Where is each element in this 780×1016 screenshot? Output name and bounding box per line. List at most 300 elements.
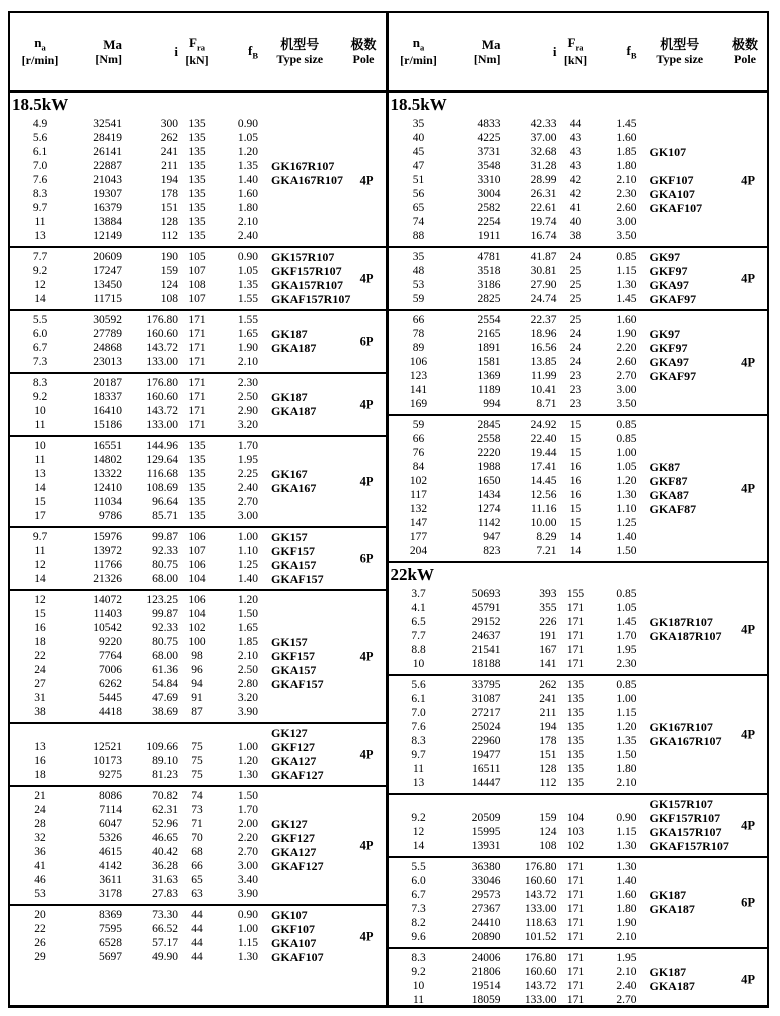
table-row [389, 327, 768, 341]
cell-type-size: GKF127 [271, 740, 315, 754]
cell-service-factor: 2.10 [616, 777, 637, 789]
cell-torque: 9275 [99, 769, 122, 781]
cell-ratio: 8.29 [536, 531, 557, 543]
table-row [10, 950, 386, 964]
cell-speed: 65 [412, 202, 425, 214]
cell-type-size: GK107 [271, 908, 308, 922]
cell-speed: 38 [34, 706, 46, 718]
cell-service-factor: 3.50 [616, 398, 637, 410]
table-row [10, 390, 386, 404]
cell-radial-force: 135 [566, 679, 585, 691]
cell-type-size: GK167R107 [649, 720, 713, 734]
cell-service-factor: 2.70 [237, 846, 258, 858]
cell-type-size [637, 657, 768, 671]
cell-speed: 7.3 [411, 903, 426, 915]
cell-torque: 4142 [99, 860, 122, 872]
cell-type-size: GKAF157 [271, 572, 324, 586]
cell-torque: 3731 [477, 146, 501, 158]
cell-radial-force: 135 [188, 482, 206, 494]
cell-radial-force: 75 [191, 769, 203, 781]
table-row [10, 908, 386, 922]
cell-speed [20, 726, 60, 740]
cell-speed: 8.3 [411, 735, 426, 747]
cell-ratio: 112 [539, 777, 557, 789]
cell-ratio: 22.37 [530, 314, 557, 326]
cell-torque: 32541 [93, 118, 122, 130]
header-na: $n_a$ [r/min] [21, 35, 59, 68]
cell-type-size [637, 762, 768, 776]
cell-radial-force: 171 [188, 356, 206, 368]
table-row [389, 474, 768, 488]
cell-ratio: 112 [161, 230, 178, 242]
cell-torque: 1274 [477, 503, 501, 515]
table-row [389, 418, 768, 432]
cell-speed: 9.2 [411, 812, 426, 824]
cell-torque: 14802 [93, 454, 122, 466]
cell-torque: 7006 [99, 664, 122, 676]
cell-service-factor: 1.30 [616, 489, 637, 501]
cell-type-size [637, 383, 768, 397]
cell-service-factor: 1.55 [237, 293, 258, 305]
cell-torque: 22887 [93, 160, 122, 172]
cell-speed: 47 [412, 160, 425, 172]
cell-radial-force: 15 [569, 503, 582, 515]
cell-radial-force: 135 [566, 693, 585, 705]
cell-service-factor: 1.40 [237, 573, 258, 585]
cell-radial-force: 24 [569, 356, 582, 368]
cell-radial-force: 40 [569, 216, 582, 228]
cell-service-factor: 1.90 [616, 328, 637, 340]
cell-ratio: 178 [539, 735, 557, 747]
cell-torque: 27789 [93, 328, 122, 340]
cell-ratio: 7.21 [536, 545, 557, 557]
cell-speed: 6.5 [411, 616, 426, 628]
cell-speed: 40 [412, 132, 425, 144]
cell-service-factor: 1.95 [616, 952, 637, 964]
cell-speed: 84 [412, 461, 425, 473]
cell-ratio: 36.28 [152, 860, 178, 872]
cell-ratio: 81.23 [152, 769, 178, 781]
cell-type-size [637, 587, 768, 601]
table-body-left [10, 93, 386, 1005]
cell-type-size: GKA127 [271, 754, 317, 768]
header-i: i [174, 43, 178, 59]
cell-speed: 4.1 [411, 602, 426, 614]
cell-speed: 78 [412, 328, 425, 340]
cell-torque: 2845 [477, 419, 501, 431]
cell-service-factor: 1.20 [237, 594, 258, 606]
table-row [389, 544, 768, 558]
cell-radial-force: 171 [188, 377, 206, 389]
cell-torque: 22960 [471, 735, 501, 747]
table-row [389, 530, 768, 544]
cell-ratio: 85.71 [152, 510, 178, 522]
cell-torque: 4833 [477, 118, 501, 130]
cell-torque: 16379 [93, 202, 122, 214]
cell-radial-force: 106 [188, 594, 206, 606]
cell-radial-force: 135 [188, 230, 206, 242]
table-row [10, 376, 386, 390]
cell-ratio: 160.60 [524, 875, 557, 887]
cell-radial-force: 106 [188, 531, 206, 543]
cell-torque: 33795 [471, 679, 501, 691]
cell-service-factor: 1.50 [616, 545, 637, 557]
data-block [389, 585, 768, 674]
table-row [389, 355, 768, 369]
pole-badge: 4P [359, 173, 374, 187]
data-block [10, 722, 386, 785]
cell-ratio: 160.60 [146, 328, 178, 340]
cell-speed: 9.7 [411, 749, 426, 761]
cell-speed: 27 [34, 678, 46, 690]
cell-type-size: GKA187R107 [649, 629, 722, 643]
cell-type-size: GKAF157 [271, 677, 324, 691]
pole-badge: 4P [359, 929, 374, 943]
cell-type-size: GKAF87 [649, 502, 697, 516]
table-row [389, 229, 768, 243]
cell-speed: 8.3 [32, 377, 48, 389]
table-row [389, 839, 768, 853]
cell-radial-force: 171 [566, 917, 585, 929]
cell-speed: 88 [412, 230, 425, 242]
cell-torque: 21541 [471, 644, 501, 656]
cell-type-size [258, 215, 386, 229]
cell-service-factor: 1.80 [616, 160, 637, 172]
cell-radial-force: 23 [569, 384, 582, 396]
cell-type-size: GKF157 [271, 649, 315, 663]
table-row [389, 706, 768, 720]
pole-badge: 4P [359, 838, 374, 852]
cell-radial-force: 94 [191, 678, 203, 690]
table-row [389, 201, 768, 215]
cell-radial-force: 135 [188, 188, 206, 200]
cell-type-size [637, 930, 768, 944]
cell-speed: 169 [409, 398, 428, 410]
table-row [10, 593, 386, 607]
cell-torque: 12149 [93, 230, 122, 242]
cell-torque: 947 [483, 531, 501, 543]
cell-torque: 3518 [477, 265, 501, 277]
cell-torque: 3186 [477, 279, 501, 291]
cell-torque: 5697 [99, 951, 122, 963]
cell-radial-force: 107 [188, 293, 206, 305]
cell-service-factor: 1.55 [237, 314, 258, 326]
cell-speed: 14 [34, 482, 46, 494]
cell-service-factor: 1.05 [616, 461, 637, 473]
cell-radial-force: 104 [566, 812, 585, 824]
cell-ratio: 160.60 [524, 966, 557, 978]
cell-service-factor: 1.50 [237, 790, 258, 802]
cell-radial-force: 15 [569, 447, 582, 459]
cell-service-factor: 1.00 [237, 531, 258, 543]
cell-type-size: GK187R107 [649, 615, 713, 629]
cell-ratio: 160.60 [146, 391, 178, 403]
cell-radial-force: 171 [188, 405, 206, 417]
cell-ratio: 24.74 [530, 293, 557, 305]
cell-ratio: 176.80 [146, 314, 178, 326]
cell-radial-force: 15 [569, 419, 582, 431]
cell-speed: 7.0 [32, 160, 48, 172]
cell-ratio: 70.82 [152, 790, 178, 802]
header-type: 机型号 Type size [656, 36, 704, 67]
cell-ratio: 211 [161, 160, 178, 172]
cell-service-factor: 3.00 [616, 216, 637, 228]
cell-radial-force: 135 [566, 721, 585, 733]
cell-ratio: 62.31 [152, 804, 178, 816]
table-row [10, 677, 386, 691]
cell-radial-force: 23 [569, 398, 582, 410]
cell-ratio: 108 [539, 840, 557, 852]
cell-service-factor: 1.50 [616, 749, 637, 761]
table-row [10, 544, 386, 558]
cell-radial-force: 25 [569, 314, 582, 326]
cell-speed: 18 [34, 636, 46, 648]
cell-radial-force: 135 [188, 132, 206, 144]
cell-torque: 23013 [93, 356, 122, 368]
cell-ratio: 46.65 [152, 832, 178, 844]
cell-type-size [637, 860, 768, 874]
cell-type-size: GKA107 [649, 187, 695, 201]
cell-radial-force: 24 [569, 342, 582, 354]
pole-badge: 4P [741, 727, 755, 741]
cell-torque: 13884 [93, 216, 122, 228]
cell-torque: 13931 [471, 840, 501, 852]
cell-speed: 46 [34, 874, 46, 886]
cell-torque: 2554 [477, 314, 501, 326]
cell-type-size: GK167 [271, 467, 308, 481]
cell-ratio: 41.87 [530, 251, 557, 263]
cell-speed: 31 [34, 692, 46, 704]
cell-speed: 6.1 [32, 146, 48, 158]
cell-radial-force: 15 [569, 433, 582, 445]
cell-speed: 13 [34, 741, 46, 753]
cell-radial-force: 135 [188, 118, 206, 130]
cell-service-factor: 3.00 [616, 384, 637, 396]
cell-type-size [637, 993, 768, 1005]
pole-badge: 4P [359, 397, 374, 411]
cell-radial-force: 100 [188, 636, 206, 648]
cell-service-factor: 1.70 [237, 804, 258, 816]
cell-type-size [637, 678, 768, 692]
data-block [389, 414, 768, 561]
cell-torque: 19514 [471, 980, 501, 992]
cell-speed: 20 [34, 909, 46, 921]
cell-ratio: 393 [539, 588, 557, 600]
table-row [389, 145, 768, 159]
cell-type-size: GKA187 [271, 404, 317, 418]
cell-type-size [637, 159, 768, 173]
cell-radial-force: 91 [191, 692, 203, 704]
cell-torque: 9220 [99, 636, 122, 648]
cell-ratio: 109.66 [146, 741, 178, 753]
cell-ratio: 92.33 [152, 622, 178, 634]
cell-service-factor: 2.50 [237, 391, 258, 403]
pole-badge: 4P [359, 271, 374, 285]
cell-service-factor: 2.10 [237, 356, 258, 368]
cell-speed: 7.0 [411, 707, 426, 719]
cell-type-size: GKA157R107 [271, 278, 343, 292]
cell-type-size: GK97 [649, 250, 681, 264]
table-row [389, 860, 768, 874]
cell-service-factor: 3.50 [616, 230, 637, 242]
cell-radial-force: 14 [569, 531, 582, 543]
table-left-half [10, 13, 389, 1005]
pole-badge: 4P [741, 173, 755, 187]
cell-torque: 3548 [477, 160, 501, 172]
cell-speed: 117 [410, 489, 427, 501]
cell-radial-force: 63 [191, 888, 203, 900]
cell-torque: 5326 [99, 832, 122, 844]
cell-service-factor: 1.85 [237, 636, 258, 648]
cell-radial-force: 135 [566, 777, 585, 789]
cell-ratio: 128 [539, 763, 557, 775]
cell-ratio: 194 [160, 174, 178, 186]
cell-service-factor: 2.10 [237, 650, 258, 662]
cell-type-size [637, 748, 768, 762]
table-row [10, 726, 386, 740]
cell-speed: 32 [34, 832, 46, 844]
cell-ratio: 128 [160, 216, 178, 228]
cell-speed: 9.2 [32, 391, 48, 403]
cell-torque: 823 [483, 545, 501, 557]
cell-ratio: 159 [160, 265, 178, 277]
cell-service-factor: 1.45 [616, 118, 637, 130]
table-row [10, 572, 386, 586]
cell-radial-force: 44 [191, 923, 203, 935]
pole-badge: 6P [359, 334, 374, 348]
table-row [389, 762, 768, 776]
cell-type-size: GK187 [649, 965, 687, 979]
cell-type-size [637, 229, 768, 243]
cell-radial-force: 171 [566, 658, 585, 670]
cell-type-size [258, 803, 386, 817]
cell-torque: 15976 [93, 531, 122, 543]
cell-service-factor: 0.90 [237, 118, 258, 130]
cell-torque: 1891 [477, 342, 501, 354]
cell-speed: 22 [34, 923, 46, 935]
pole-badge: 4P [359, 474, 374, 488]
cell-ratio: 96.64 [152, 496, 178, 508]
cell-ratio: 18.96 [530, 328, 557, 340]
cell-ratio: 133.00 [146, 419, 178, 431]
cell-type-size [258, 873, 386, 887]
table-row [389, 383, 768, 397]
cell-ratio: 151 [160, 202, 178, 214]
cell-service-factor: 3.00 [237, 860, 258, 872]
cell-radial-force: 44 [191, 951, 203, 963]
cell-service-factor: 1.65 [237, 622, 258, 634]
cell-torque: 24868 [93, 342, 122, 354]
cell-speed: 35 [412, 118, 425, 130]
cell-ratio: 241 [539, 693, 557, 705]
cell-type-size [637, 397, 768, 411]
cell-type-size [637, 776, 768, 790]
pole-badge: 4P [741, 818, 755, 832]
table-row [389, 720, 768, 734]
cell-service-factor: 2.60 [616, 202, 637, 214]
cell-type-size [637, 916, 768, 930]
cell-service-factor: 1.60 [616, 889, 637, 901]
cell-speed: 48 [412, 265, 425, 277]
table-row [389, 825, 768, 839]
data-block [10, 526, 386, 589]
cell-radial-force: 135 [566, 735, 585, 747]
cell-type-size: GKF107 [271, 922, 315, 936]
table-row [389, 902, 768, 916]
cell-service-factor: 1.30 [616, 861, 637, 873]
header-na: $n_a$ [r/min] [400, 35, 437, 68]
cell-service-factor: 1.10 [237, 545, 258, 557]
cell-speed: 7.7 [411, 630, 426, 642]
cell-torque: 2165 [477, 328, 501, 340]
table-row [389, 643, 768, 657]
cell-type-size: GKA97 [649, 278, 689, 292]
cell-service-factor: 1.30 [616, 840, 637, 852]
cell-torque: 24410 [471, 917, 501, 929]
cell-ratio: 141 [539, 658, 557, 670]
cell-torque: 11034 [93, 496, 122, 508]
cell-speed: 59 [412, 293, 425, 305]
cell-service-factor: 1.15 [616, 826, 637, 838]
cell-torque: 20609 [93, 251, 122, 263]
cell-ratio: 143.72 [524, 980, 557, 992]
cell-type-size: GK187 [271, 327, 308, 341]
cell-service-factor: 2.30 [616, 188, 637, 200]
cell-service-factor: 1.70 [237, 440, 258, 452]
cell-torque: 2220 [477, 447, 501, 459]
cell-type-size: GKAF107 [649, 201, 703, 215]
table-row [389, 678, 768, 692]
cell-speed: 11 [34, 454, 46, 466]
cell-radial-force: 106 [188, 559, 206, 571]
cell-radial-force: 171 [188, 314, 206, 326]
cell-type-size [258, 453, 386, 467]
cell-ratio: 262 [539, 679, 557, 691]
cell-torque: 1988 [477, 461, 501, 473]
cell-type-size [258, 187, 386, 201]
cell-service-factor: 1.35 [237, 160, 258, 172]
data-block [10, 309, 386, 372]
cell-speed: 28 [34, 818, 46, 830]
cell-radial-force: 14 [569, 545, 582, 557]
table-row [10, 635, 386, 649]
table-row [389, 516, 768, 530]
cell-ratio: 191 [539, 630, 557, 642]
cell-speed: 13 [34, 468, 46, 480]
cell-radial-force: 135 [188, 160, 206, 172]
cell-speed: 5.5 [32, 314, 48, 326]
cell-radial-force: 171 [566, 994, 585, 1005]
table-row [389, 776, 768, 790]
cell-service-factor: 0.85 [616, 433, 637, 445]
data-block [10, 372, 386, 435]
data-block [389, 309, 768, 414]
cell-torque: 27217 [471, 707, 501, 719]
cell-torque: 11715 [93, 293, 122, 305]
cell-ratio: 108 [160, 293, 178, 305]
cell-type-size: GK97 [649, 327, 681, 341]
cell-service-factor: 1.00 [237, 923, 258, 935]
table-row [10, 859, 386, 873]
cell-torque: 1650 [477, 475, 501, 487]
cell-speed: 10 [34, 405, 46, 417]
gear-catalog-table [8, 11, 769, 1008]
cell-ratio: 144.96 [146, 440, 178, 452]
cell-ratio: 300 [160, 118, 178, 130]
table-row [389, 615, 768, 629]
cell-service-factor: 1.20 [616, 475, 637, 487]
cell-service-factor: 1.15 [616, 265, 637, 277]
